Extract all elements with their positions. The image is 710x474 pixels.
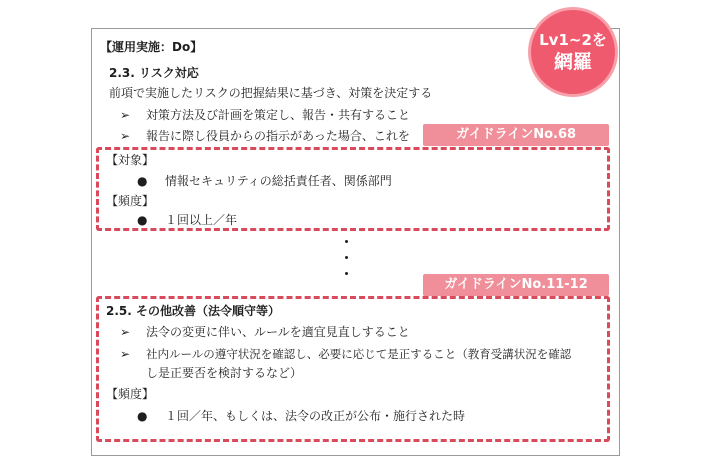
target-label: 【対象】 bbox=[106, 153, 155, 167]
guideline-tag-11-12: ガイドラインNo.11-12 bbox=[423, 274, 609, 296]
badge-line-1: Lv1~2を bbox=[539, 31, 607, 49]
bullet-icon: ● bbox=[137, 409, 148, 423]
arrow-icon: ➢ bbox=[120, 108, 131, 122]
section-2-3-item-2: 報告に際し役員からの指示があった場合、これを bbox=[146, 129, 410, 143]
section-2-5-heading: 2.5. その他改善（法令順守等） bbox=[106, 304, 280, 318]
ellipsis-dot bbox=[345, 272, 348, 275]
header-label: 【運用実施：Do】 bbox=[100, 40, 203, 54]
frequency-label: 【頻度】 bbox=[106, 387, 155, 401]
arrow-icon: ➢ bbox=[120, 129, 131, 143]
arrow-icon: ➢ bbox=[120, 325, 131, 339]
ellipsis-dot bbox=[345, 240, 348, 243]
bullet-icon: ● bbox=[137, 174, 148, 188]
section-2-5-item-2: 社内ルールの遵守状況を確認し、必要に応じて是正すること（教育受講状況を確認 bbox=[146, 347, 572, 361]
target-item: 情報セキュリティの総括責任者、関係部門 bbox=[165, 174, 392, 188]
ellipsis-dot bbox=[345, 256, 348, 259]
badge-line-2: 網羅 bbox=[553, 51, 592, 73]
coverage-badge bbox=[531, 10, 615, 94]
section-2-3-intro: 前項で実施したリスクの把握結果に基づき、対策を決定する bbox=[109, 86, 433, 100]
section-2-3-item-1: 対策方法及び計画を策定し、報告・共有すること bbox=[146, 108, 411, 122]
section-2-3-heading: 2.3. リスク対応 bbox=[109, 66, 199, 80]
frequency-item: １回／年、もしくは、法令の改正が公布・施行された時 bbox=[165, 409, 466, 423]
bullet-icon: ● bbox=[137, 213, 148, 227]
section-2-5-item-1: 法令の変更に伴い、ルールを適宜見直しすること bbox=[146, 325, 410, 339]
frequency-item: １回以上／年 bbox=[165, 213, 238, 227]
section-2-5-item-2-continued: し是正要否を検討するなど） bbox=[146, 366, 303, 380]
arrow-icon: ➢ bbox=[120, 347, 131, 361]
guideline-tag-68: ガイドラインNo.68 bbox=[423, 124, 609, 146]
frequency-label: 【頻度】 bbox=[106, 194, 155, 208]
